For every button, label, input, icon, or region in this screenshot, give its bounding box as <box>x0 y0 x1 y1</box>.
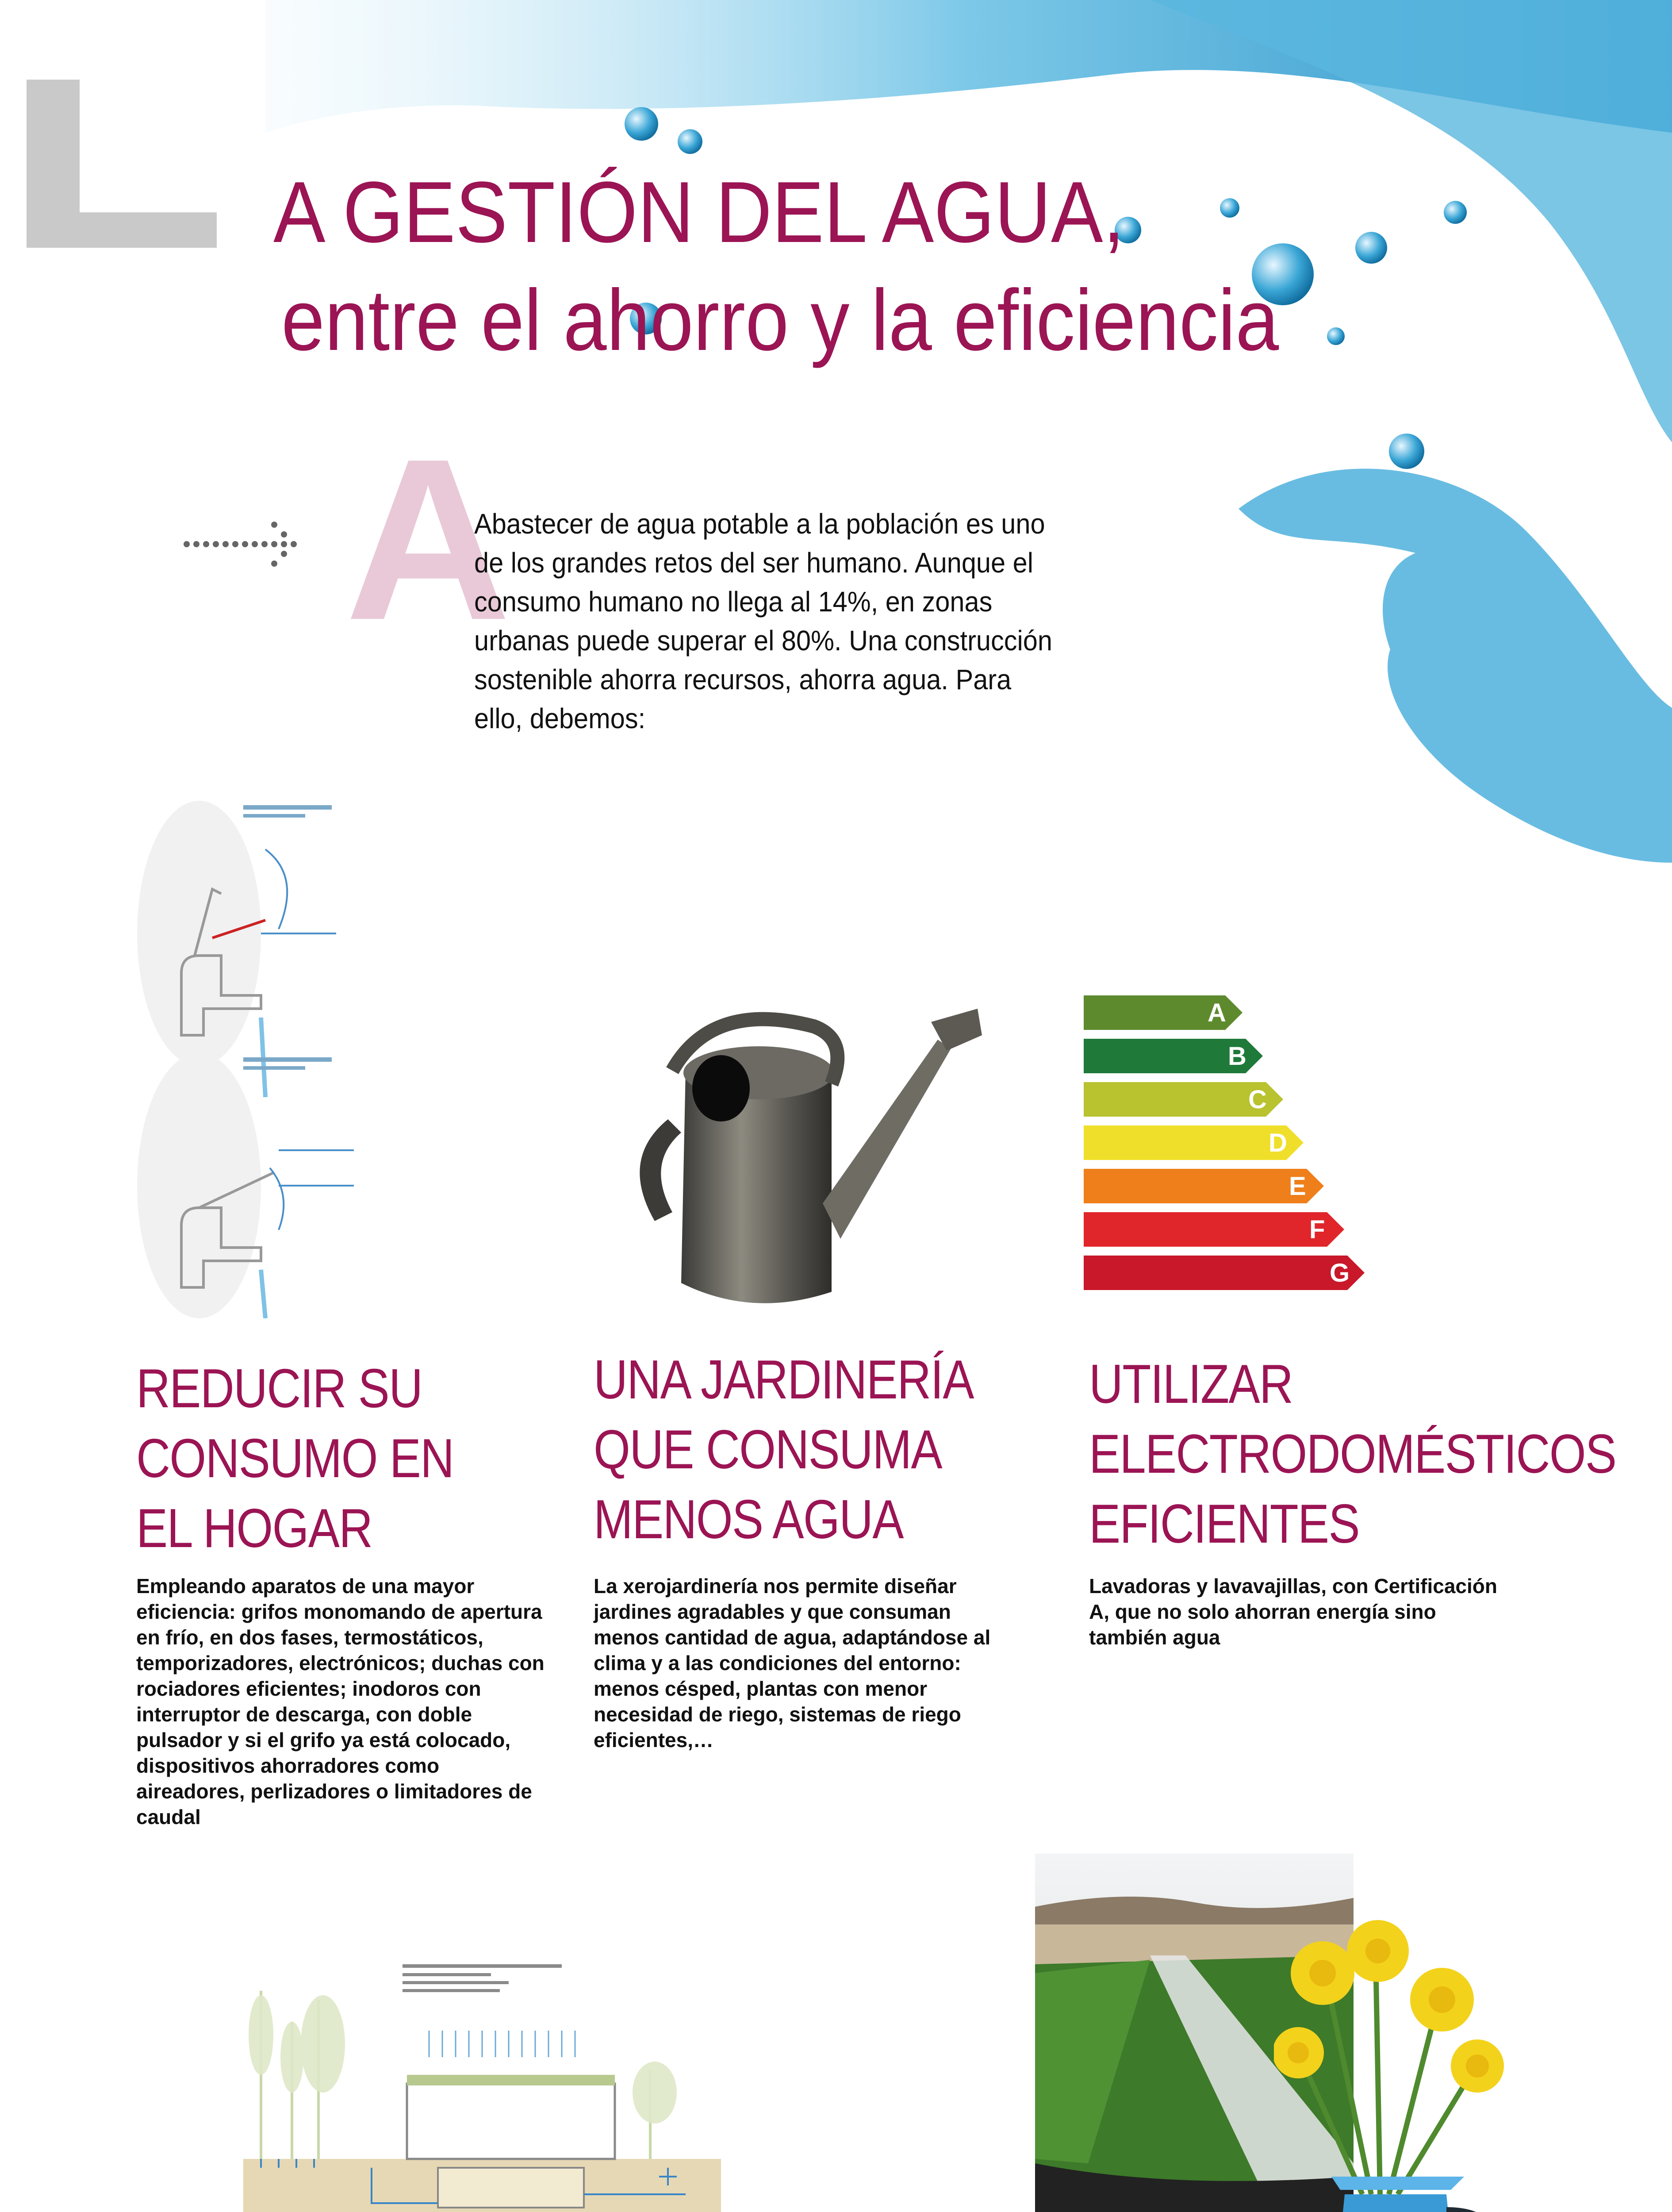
intro-drop-cap: A <box>345 411 511 668</box>
section-title-electro-line2: ELECTRODOMÉSTICOS <box>1089 1424 1616 1485</box>
faucet-diagram-image <box>133 787 398 1318</box>
energy-class-letter: F <box>1309 1215 1325 1244</box>
section-title-hogar-line1: REDUCIR SU <box>136 1358 422 1419</box>
page-title-line2: entre el ahorro y la eficiencia <box>281 272 1279 369</box>
section-title-electro-line3: EFICIENTES <box>1089 1494 1359 1555</box>
section-title-hogar <box>136 1354 453 1563</box>
section-title-jardineria-line2: QUE CONSUMA <box>594 1419 942 1480</box>
title-initial-letter <box>18 44 226 248</box>
section-title-electro-line1: UTILIZAR <box>1089 1354 1293 1415</box>
daffodils-jug-image <box>1274 1911 1539 2212</box>
section-title-jardineria <box>594 1345 974 1555</box>
section-body-hogar: Empleando aparatos de una mayor eficiencia: grifos monomando de apertura en frío, en dos fases, termostáticos, temporizadores, electrónicos; duchas con rociadores eficientes; inodoros con interruptor de descarga, con doble pulsador y si el grifo ya está colocado, dispositivos ahorradores como aireadores, perlizadores o limitadores de caudal <box>136 1575 545 1828</box>
page-title-line1: A GESTIÓN DEL AGUA, <box>273 164 1125 261</box>
energy-label-bars <box>1084 995 1393 1305</box>
energy-class-bar <box>1084 1169 1324 1203</box>
energy-class-d <box>1084 1125 1304 1160</box>
section-title-jardineria-line3: MENOS AGUA <box>594 1489 903 1550</box>
energy-class-bar <box>1084 1212 1344 1247</box>
section-title-jardineria-line1: UNA JARDINERÍA <box>594 1349 974 1410</box>
section-body-electro: Lavadoras y lavavajillas, con Certificación A, que no solo ahorran energía sino también agua <box>1089 1575 1497 1649</box>
section-title-electro <box>1089 1349 1616 1559</box>
section-body-jardineria: La xerojardinería nos permite diseñar jardines agradables y que consuman menos cantidad de agua, adaptándose al clima y a las condiciones del entorno: menos césped, plantas con menor necesidad de riego, sistemas de riego eficientes,… <box>594 1575 991 1751</box>
energy-class-b <box>1084 1039 1263 1073</box>
energy-class-bar <box>1084 1256 1365 1290</box>
energy-efficiency-label <box>1084 995 1393 1305</box>
watering-can-image <box>602 973 982 1327</box>
intro-paragraph: Abastecer de agua potable a la población es uno de los grandes retos del ser humano. Aunque el consumo humano no llega al 14%, en zonas urbanas puede superar el 80%. Una construcción sostenible ahorra recursos, ahorra agua. Para ello, debemos: <box>474 508 1052 734</box>
energy-class-e <box>1084 1169 1324 1203</box>
section-title-hogar-line3: EL HOGAR <box>136 1498 372 1559</box>
energy-class-letter: A <box>1208 998 1226 1027</box>
energy-class-g <box>1084 1256 1365 1290</box>
energy-class-a <box>1084 995 1242 1030</box>
energy-class-letter: B <box>1228 1042 1246 1071</box>
energy-class-c <box>1084 1082 1283 1117</box>
energy-class-letter: C <box>1248 1085 1267 1114</box>
energy-class-letter: D <box>1269 1129 1287 1157</box>
energy-class-f <box>1084 1212 1344 1247</box>
section-title-hogar-line2: CONSUMO EN <box>136 1428 454 1489</box>
energy-class-letter: E <box>1289 1172 1306 1201</box>
dotted-arrow-icon <box>181 518 310 571</box>
rainwater-diagram-image <box>243 1947 721 2212</box>
energy-class-letter: G <box>1330 1259 1350 1287</box>
